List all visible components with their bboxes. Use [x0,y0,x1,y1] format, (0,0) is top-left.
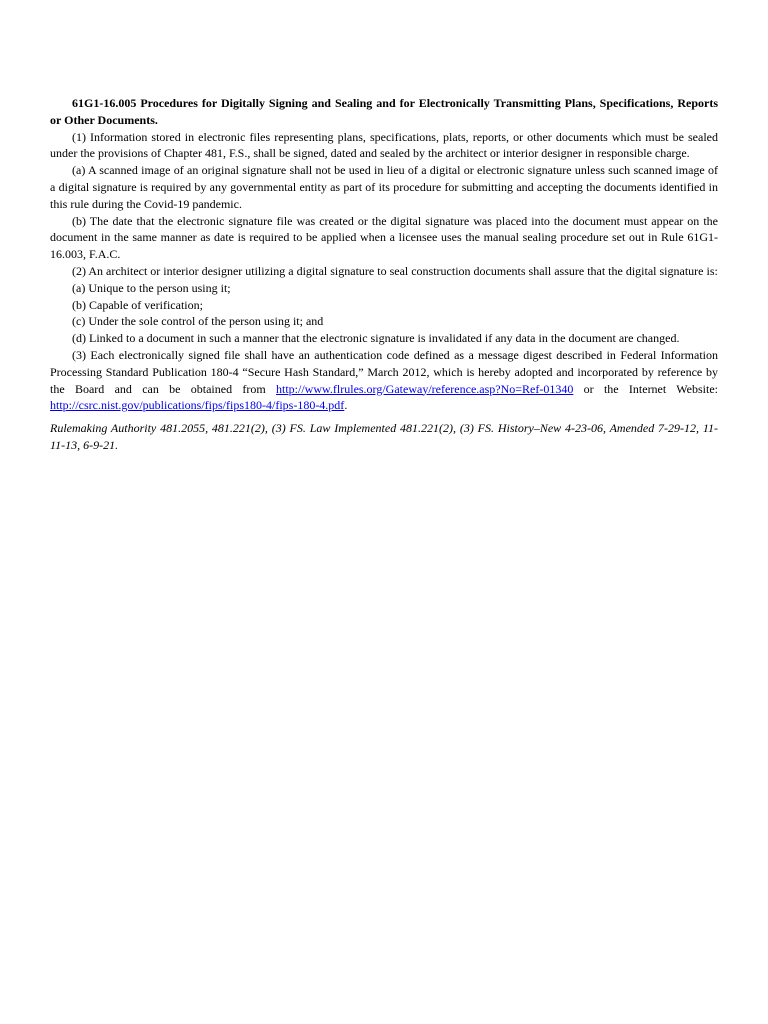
paragraph-2a: (a) Unique to the person using it; [72,280,231,295]
flrules-reference-link[interactable]: http://www.flrules.org/Gateway/reference.asp?No=Ref-01340 [276,381,574,396]
paragraph-2c: (c) Under the sole control of the person using it; and [72,314,324,329]
paragraph-1: (1) Information stored in electronic files representing plans, specifications, plats, reports, or other documents which must be sealed under the provisions of Chapter 481, F.S., shall be signed, dated and sealed by the architect or interior designer in responsible charge. [50,129,718,161]
paragraph-2b: (b) Capable of verification; [72,297,203,312]
paragraph-3-text-start: (3) Each electronically signed file shall have an authentication code defined as a message digest described in Federal Information Processing Standard Publication 180-4 “Secure Hash Standard,” March 2012, which is hereby adopted and incorporated by reference by the Board and can be obtained from [50,347,718,396]
document-page [50,95,718,454]
paragraph-3-text-end: . [344,398,348,413]
nist-fips-link[interactable]: http://csrc.nist.gov/publications/fips/fips180-4/fips-180-4.pdf [50,398,345,413]
paragraph-3 [50,347,718,414]
paragraph-1b: (b) The date that the electronic signature file was created or the digital signature was placed into the document must appear on the document in the same manner as date is required to be applied when a licensee uses the manual sealing procedure set out in Rule 61G1-16.003, F.A.C. [50,213,718,262]
paragraph-3-text-middle: or the Internet Website: [573,381,718,396]
rule-title: 61G1-16.005 Procedures for Digitally Signing and Sealing and for Electronically Transmitting Plans, Specifications, Reports or Other Documents. [50,96,718,127]
paragraph-2d: (d) Linked to a document in such a manner that the electronic signature is invalidated if any data in the document are changed. [72,331,680,346]
paragraph-2: (2) An architect or interior designer utilizing a digital signature to seal construction documents shall assure that the digital signature is: [72,263,718,278]
rule-history: Rulemaking Authority 481.2055, 481.221(2), (3) FS. Law Implemented 481.221(2), (3) FS. History–New 4-23-06, Amended 7-29-12, 11-11-13, 6-9-21. [50,421,718,452]
paragraph-1a: (a) A scanned image of an original signature shall not be used in lieu of a digital or electronic signature unless such scanned image of a digital signature is required by any governmental entity as part of its procedure for submitting and accepting the documents identified in this rule during the Covid-19 pandemic. [50,163,718,211]
